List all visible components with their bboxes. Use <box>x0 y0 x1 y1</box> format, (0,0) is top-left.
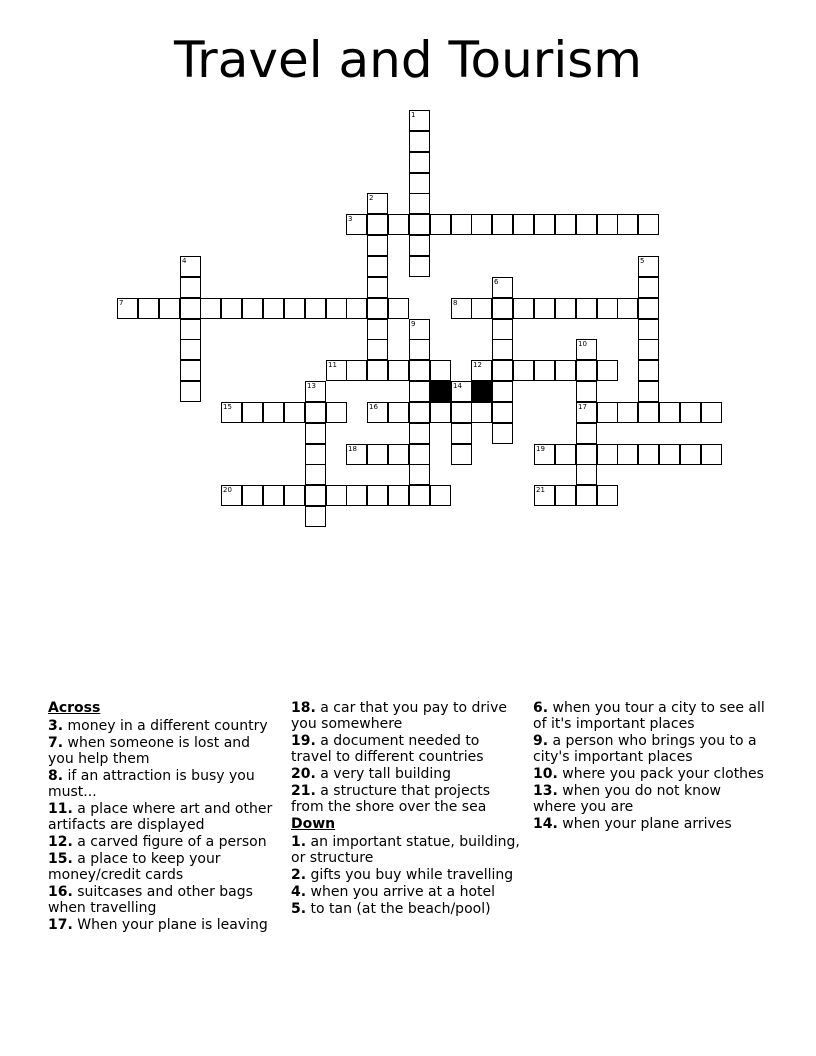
grid-cell[interactable] <box>451 444 472 465</box>
grid-cell[interactable] <box>221 485 242 506</box>
grid-cell[interactable] <box>471 402 492 423</box>
grid-cell[interactable] <box>451 214 472 235</box>
grid-cell[interactable] <box>638 444 659 465</box>
grid-cell[interactable] <box>492 214 513 235</box>
clue-column-1 <box>48 700 280 934</box>
grid-cell[interactable] <box>701 444 722 465</box>
clue-item-text: a car that you pay to drive you somewhere <box>291 700 507 732</box>
clue-item <box>533 733 765 765</box>
grid-cell[interactable] <box>305 298 326 319</box>
grid-cell[interactable] <box>471 360 492 381</box>
grid-cell[interactable] <box>367 360 388 381</box>
clue-item-text: when someone is lost and you help them <box>48 735 251 767</box>
clue-item-text: a person who brings you to a city's important places <box>533 733 757 765</box>
clue-number: 1 <box>411 111 416 119</box>
clue-item-text: when you arrive at a hotel <box>310 884 496 900</box>
clue-number: 5 <box>640 257 645 265</box>
black-square <box>471 381 492 402</box>
grid-cell[interactable] <box>680 402 701 423</box>
grid-cell[interactable] <box>617 214 638 235</box>
grid-cell[interactable] <box>180 360 201 381</box>
clue-number: 14 <box>453 382 462 390</box>
grid-cell[interactable] <box>409 485 430 506</box>
grid-cell[interactable] <box>346 360 367 381</box>
grid-cell[interactable] <box>492 402 513 423</box>
grid-cell[interactable] <box>284 298 305 319</box>
clue-item-text: a document needed to travel to different countries <box>291 733 484 765</box>
clue-item-number: 14. <box>533 816 558 832</box>
grid-cell[interactable] <box>659 402 680 423</box>
grid-cell[interactable] <box>638 214 659 235</box>
grid-cell[interactable] <box>409 402 430 423</box>
grid-cell[interactable] <box>200 298 221 319</box>
grid-cell[interactable] <box>346 298 367 319</box>
clue-item <box>291 700 523 732</box>
clue-item-text: a place to keep your money/credit cards <box>48 851 221 883</box>
clue-item <box>291 766 523 782</box>
grid-cell[interactable] <box>430 214 451 235</box>
clue-item-text: a place where art and other artifacts are displayed <box>48 801 273 833</box>
grid-cell[interactable] <box>305 423 326 444</box>
clue-number: 13 <box>307 382 316 390</box>
grid-cell[interactable] <box>617 444 638 465</box>
grid-cell[interactable] <box>451 402 472 423</box>
grid-cell[interactable] <box>346 485 367 506</box>
grid-cell[interactable] <box>409 235 430 256</box>
grid-cell[interactable] <box>701 402 722 423</box>
clue-item-number: 12. <box>48 834 73 850</box>
grid-cell[interactable] <box>492 381 513 402</box>
grid-cell[interactable] <box>534 214 555 235</box>
grid-cell[interactable] <box>409 444 430 465</box>
grid-cell[interactable] <box>597 298 618 319</box>
grid-cell[interactable] <box>388 360 409 381</box>
grid-cell[interactable] <box>638 402 659 423</box>
clue-item-text: if an attraction is busy you must... <box>48 768 255 800</box>
grid-cell[interactable] <box>221 298 242 319</box>
grid-cell[interactable] <box>284 402 305 423</box>
clue-item-number: 19. <box>291 733 316 749</box>
grid-cell[interactable] <box>471 214 492 235</box>
grid-cell[interactable] <box>409 173 430 194</box>
clue-item <box>533 766 765 782</box>
grid-cell[interactable] <box>576 444 597 465</box>
grid-cell[interactable] <box>638 298 659 319</box>
grid-cell[interactable] <box>305 506 326 527</box>
grid-cell[interactable] <box>409 339 430 360</box>
grid-cell[interactable] <box>597 360 618 381</box>
grid-cell[interactable] <box>409 152 430 173</box>
grid-cell[interactable] <box>597 214 618 235</box>
grid-cell[interactable] <box>242 485 263 506</box>
grid-cell[interactable] <box>451 381 472 402</box>
grid-cell[interactable] <box>576 381 597 402</box>
grid-cell[interactable] <box>430 402 451 423</box>
clue-item <box>48 718 280 734</box>
clue-number: 20 <box>223 486 232 494</box>
clue-item <box>48 801 280 833</box>
grid-cell[interactable] <box>409 256 430 277</box>
grid-cell[interactable] <box>555 444 576 465</box>
grid-cell[interactable] <box>617 402 638 423</box>
grid-cell[interactable] <box>284 485 305 506</box>
clue-number: 4 <box>182 257 187 265</box>
grid-cell[interactable] <box>305 444 326 465</box>
grid-cell[interactable] <box>576 464 597 485</box>
grid-cell[interactable] <box>534 444 555 465</box>
page-title: Travel and Tourism <box>173 31 643 89</box>
grid-cell[interactable] <box>180 339 201 360</box>
grid-cell[interactable] <box>471 298 492 319</box>
clue-item-text: when you tour a city to see all of it's important places <box>533 700 765 732</box>
clue-item-number: 1. <box>291 834 307 850</box>
clue-item-number: 4. <box>291 884 307 900</box>
clue-number: 12 <box>473 361 482 369</box>
grid-cell[interactable] <box>492 319 513 340</box>
grid-cell[interactable] <box>576 485 597 506</box>
clue-column-3 <box>533 700 765 833</box>
clue-number: 11 <box>328 361 337 369</box>
clue-column-2 <box>291 700 523 918</box>
grid-cell[interactable] <box>346 214 367 235</box>
grid-cell[interactable] <box>367 339 388 360</box>
grid-cell[interactable] <box>451 298 472 319</box>
clue-item <box>533 700 765 732</box>
grid-cell[interactable] <box>409 319 430 340</box>
grid-cell[interactable] <box>492 277 513 298</box>
grid-cell[interactable] <box>388 485 409 506</box>
clue-number: 16 <box>369 403 378 411</box>
clue-item-text: gifts you buy while travelling <box>310 867 514 883</box>
grid-cell[interactable] <box>576 360 597 381</box>
grid-cell[interactable] <box>597 485 618 506</box>
grid-cell[interactable] <box>367 235 388 256</box>
clue-item-text: When your plane is leaving <box>77 917 268 933</box>
clue-number: 9 <box>411 320 416 328</box>
grid-cell[interactable] <box>180 256 201 277</box>
grid-cell[interactable] <box>430 485 451 506</box>
grid-cell[interactable] <box>680 444 701 465</box>
clue-number: 8 <box>453 299 458 307</box>
grid-cell[interactable] <box>367 444 388 465</box>
grid-cell[interactable] <box>242 298 263 319</box>
clue-number: 3 <box>348 215 353 223</box>
grid-cell[interactable] <box>326 360 347 381</box>
grid-cell[interactable] <box>305 402 326 423</box>
clue-item <box>48 917 280 933</box>
grid-cell[interactable] <box>576 339 597 360</box>
grid-cell[interactable] <box>555 485 576 506</box>
grid-cell[interactable] <box>367 319 388 340</box>
clue-item <box>291 901 523 917</box>
grid-cell[interactable] <box>409 193 430 214</box>
clue-item-number: 5. <box>291 901 307 917</box>
grid-cell[interactable] <box>367 193 388 214</box>
grid-cell[interactable] <box>159 298 180 319</box>
clue-item <box>533 783 765 815</box>
grid-cell[interactable] <box>638 339 659 360</box>
grid-cell[interactable] <box>346 444 367 465</box>
clue-number: 2 <box>369 194 374 202</box>
grid-cell[interactable] <box>597 444 618 465</box>
clue-number: 18 <box>348 445 357 453</box>
grid-cell[interactable] <box>367 214 388 235</box>
clue-number: 19 <box>536 445 545 453</box>
grid-cell[interactable] <box>638 256 659 277</box>
grid-cell[interactable] <box>388 298 409 319</box>
clue-number: 15 <box>223 403 232 411</box>
clue-item-number: 7. <box>48 735 64 751</box>
grid-cell[interactable] <box>492 339 513 360</box>
clue-item-text: when you do not know where you are <box>533 783 721 815</box>
clue-item-number: 13. <box>533 783 558 799</box>
clue-item-number: 10. <box>533 766 558 782</box>
grid-cell[interactable] <box>617 298 638 319</box>
clue-item-text: an important statue, building, or structure <box>291 834 520 866</box>
clue-item-text: a carved figure of a person <box>77 834 267 850</box>
grid-cell[interactable] <box>492 298 513 319</box>
clue-item-number: 17. <box>48 917 73 933</box>
clue-item-number: 21. <box>291 783 316 799</box>
grid-cell[interactable] <box>305 485 326 506</box>
grid-cell[interactable] <box>576 298 597 319</box>
grid-cell[interactable] <box>492 360 513 381</box>
grid-cell[interactable] <box>263 402 284 423</box>
grid-cell[interactable] <box>534 485 555 506</box>
clue-number: 17 <box>578 403 587 411</box>
grid-cell[interactable] <box>659 444 680 465</box>
grid-cell[interactable] <box>305 381 326 402</box>
black-square <box>430 381 451 402</box>
grid-cell[interactable] <box>367 402 388 423</box>
grid-cell[interactable] <box>180 277 201 298</box>
clue-item-text: suitcases and other bags when travelling <box>48 884 253 916</box>
grid-cell[interactable] <box>430 360 451 381</box>
grid-cell[interactable] <box>555 214 576 235</box>
clue-item-number: 16. <box>48 884 73 900</box>
grid-cell[interactable] <box>409 464 430 485</box>
grid-cell[interactable] <box>388 402 409 423</box>
grid-cell[interactable] <box>451 423 472 444</box>
clue-item <box>48 884 280 916</box>
clue-number: 6 <box>494 278 499 286</box>
clue-item <box>48 768 280 800</box>
grid-cell[interactable] <box>513 214 534 235</box>
section-heading-across: Across <box>48 700 101 716</box>
clue-item-number: 18. <box>291 700 316 716</box>
clue-item <box>48 735 280 767</box>
grid-cell[interactable] <box>180 319 201 340</box>
grid-cell[interactable] <box>367 277 388 298</box>
grid-cell[interactable] <box>409 110 430 131</box>
grid-cell[interactable] <box>263 298 284 319</box>
clue-item <box>291 867 523 883</box>
grid-cell[interactable] <box>242 402 263 423</box>
clue-item <box>533 816 765 832</box>
clue-item-number: 2. <box>291 867 307 883</box>
clue-item <box>48 834 280 850</box>
grid-cell[interactable] <box>388 214 409 235</box>
grid-cell[interactable] <box>597 402 618 423</box>
grid-cell[interactable] <box>555 360 576 381</box>
grid-cell[interactable] <box>409 360 430 381</box>
clue-number: 7 <box>119 299 124 307</box>
section-heading-down: Down <box>291 816 336 832</box>
grid-cell[interactable] <box>409 423 430 444</box>
grid-cell[interactable] <box>326 298 347 319</box>
grid-cell[interactable] <box>326 402 347 423</box>
grid-cell[interactable] <box>138 298 159 319</box>
clue-item-number: 15. <box>48 851 73 867</box>
clue-item-text: to tan (at the beach/pool) <box>310 901 491 917</box>
grid-cell[interactable] <box>638 381 659 402</box>
grid-cell[interactable] <box>326 485 347 506</box>
clue-item-text: a very tall building <box>320 766 452 782</box>
grid-cell[interactable] <box>409 131 430 152</box>
grid-cell[interactable] <box>576 214 597 235</box>
grid-cell[interactable] <box>367 298 388 319</box>
grid-cell[interactable] <box>409 381 430 402</box>
grid-cell[interactable] <box>263 485 284 506</box>
grid-cell[interactable] <box>534 360 555 381</box>
clue-item <box>291 834 523 866</box>
grid-cell[interactable] <box>388 444 409 465</box>
clue-item <box>48 851 280 883</box>
grid-cell[interactable] <box>367 256 388 277</box>
clue-item-text: money in a different country <box>67 718 268 734</box>
grid-cell[interactable] <box>638 360 659 381</box>
clue-item-number: 9. <box>533 733 549 749</box>
clue-item-text: where you pack your clothes <box>562 766 764 782</box>
grid-cell[interactable] <box>576 423 597 444</box>
clue-item-number: 8. <box>48 768 64 784</box>
grid-cell[interactable] <box>555 298 576 319</box>
grid-cell[interactable] <box>492 423 513 444</box>
grid-cell[interactable] <box>305 464 326 485</box>
clue-item-text: a structure that projects from the shore over the sea <box>291 783 491 815</box>
clue-item <box>291 733 523 765</box>
grid-cell[interactable] <box>534 298 555 319</box>
grid-cell[interactable] <box>409 214 430 235</box>
grid-cell[interactable] <box>221 402 242 423</box>
grid-cell[interactable] <box>638 277 659 298</box>
grid-cell[interactable] <box>117 298 138 319</box>
grid-cell[interactable] <box>638 319 659 340</box>
clue-item <box>291 783 523 815</box>
grid-cell[interactable] <box>513 298 534 319</box>
grid-cell[interactable] <box>180 381 201 402</box>
clue-item-number: 11. <box>48 801 73 817</box>
clue-item <box>291 884 523 900</box>
grid-cell[interactable] <box>576 402 597 423</box>
clue-number: 10 <box>578 340 587 348</box>
clue-item-number: 3. <box>48 718 64 734</box>
clue-item-text: when your plane arrives <box>562 816 732 832</box>
clue-number: 21 <box>536 486 545 494</box>
clue-item-number: 20. <box>291 766 316 782</box>
grid-cell[interactable] <box>513 360 534 381</box>
grid-cell[interactable] <box>180 298 201 319</box>
grid-cell[interactable] <box>367 485 388 506</box>
clue-item-number: 6. <box>533 700 549 716</box>
